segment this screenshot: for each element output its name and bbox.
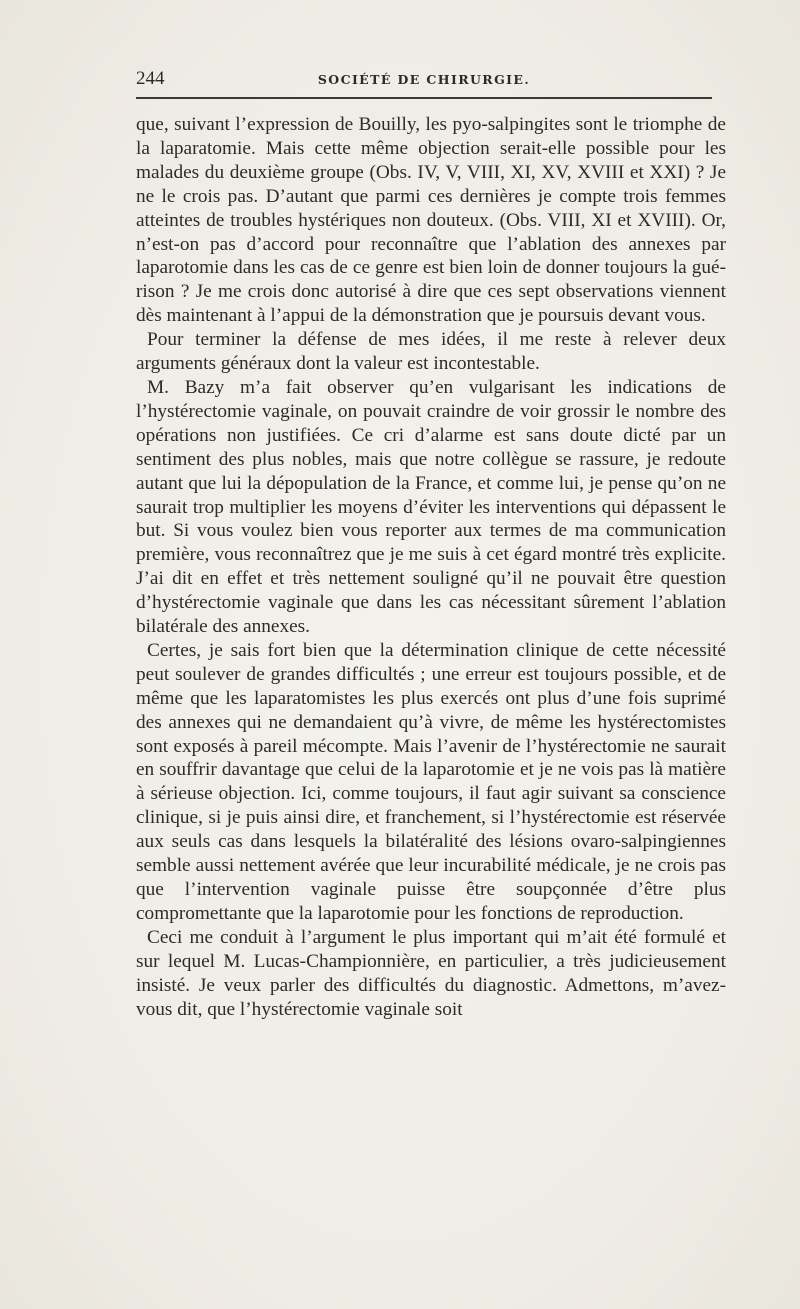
paragraph-5: Ceci me conduit à l’argument le plus important qui m’ait été formulé et sur lequel M. Lucas-Championnière, en particulier, a très judicieusement insisté. Je veux parler des difficultés du diagnostic. Admettons, m’avez-vous dit, que l’hystérectomie vaginale soit <box>136 926 726 1020</box>
paragraph-1: que, suivant l’expression de Bouilly, les pyo-salpingites sont le triomphe de la laparatomie. Mais cette même objection serait-elle possible pour les malades du deuxième groupe (Obs. IV, V, VIII, XI, XV, XVIII et XXI) ? Je ne le crois pas. D’autant que parmi ces dernières je compte trois femmes atteintes de troubles hystériques non douteux. (Obs. VIII, XI et XVIII). Or, n’est-on pas d’accord pour reconnaître que l’ablation des annexes par laparotomie dans les cas de ce genre est bien loin de donner toujours la guérison ? Je me crois donc autorisé à dire que ces sept observations viennent dès maintenant à l’appui de la démonstration que je poursuis devant vous. <box>136 114 726 327</box>
page-header <box>136 62 712 96</box>
paragraph-3: M. Bazy m’a fait observer qu’en vulgarisant les indications de l’hystérectomie vaginale, on pouvait craindre de voir grossir le nombre des opérations non justifiées. Ce cri d’alarme est sans doute dicté par un sentiment des plus nobles, mais que notre collègue se rassure, je redoute autant que lui la dépopulation de la France, et comme lui, je pense qu’on ne saurait trop multiplier les moyens d’éviter les interventions qui dépassent le but. Si vous voulez bien vous reporter aux termes de ma communication première, vous reconnaîtrez que je me suis à cet égard montré très explicite. J’ai dit en effet et très nettement souligné qu’il ne pouvait être question d’hystérectomie vaginale que dans les cas nécessitant sûrement l’ablation bilatérale des annexes. <box>136 376 726 638</box>
page-number: 244 <box>136 68 165 89</box>
header-rule <box>136 97 712 99</box>
running-title: SOCIÉTÉ DE CHIRURGIE. <box>317 72 531 87</box>
paragraph-4: Certes, je sais fort bien que la détermination clinique de cette nécessité peut soulever de grandes difficultés ; une erreur est toujours possible, et de même que les laparatomistes les plus exercés ont plus d’une fois suprimé des annexes qui ne demandaient qu’à vivre, de même les hystérectomistes sont exposés à pareil mécompte. Mais l’avenir de l’hystérectomie ne saurait en souffrir davantage que celui de la laparotomie et je ne vois pas là matière à sérieuse objection. Ici, comme toujours, il faut agir suivant sa conscience clinique, si je puis ainsi dire, et franchement, si l’hystérectomie est réservée aux seuls cas dans lesquels la bilatéralité des lésions ovaro-salpingiennes semble aussi nettement avérée que leur incurabilité médicale, je ne crois pas que l’intervention vaginale puisse être soupçonnée d’être plus compromettante que la laparotomie pour les fonctions de reproduction. <box>136 639 726 924</box>
paragraph-2: Pour terminer la défense de mes idées, il me reste à relever deux arguments généraux dont la valeur est incontestable. <box>136 329 726 375</box>
body-text <box>136 113 726 1021</box>
